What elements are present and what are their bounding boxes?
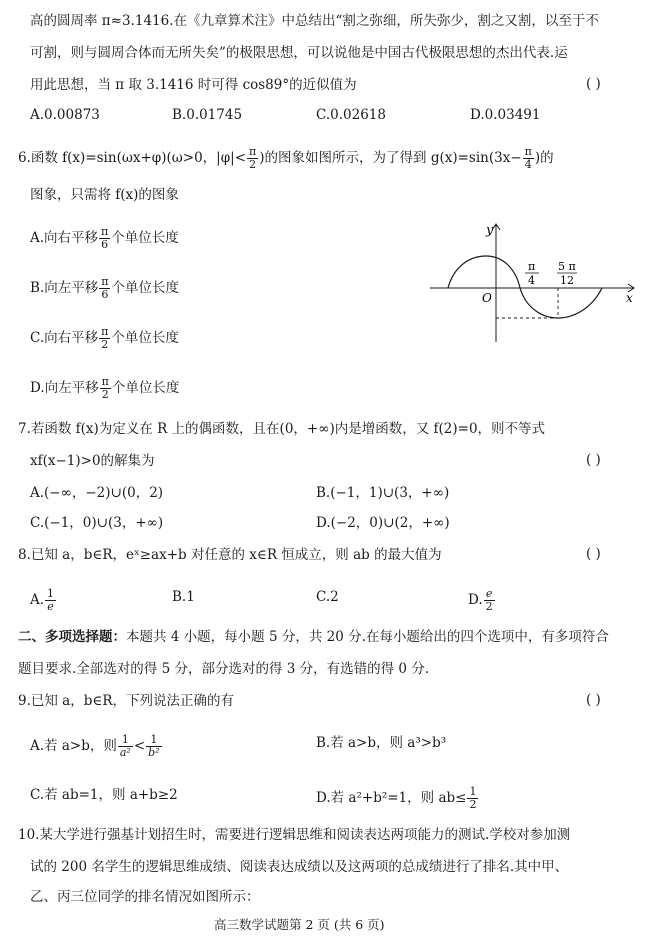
frac-num: 1 xyxy=(469,785,477,798)
frac-num: 1 xyxy=(146,734,161,747)
q9-option-b: B.若 a>b，则 a³>b³ xyxy=(316,735,447,751)
q10-line-2: 试的 200 名学生的逻辑思维成绩、阅读表达成绩以及这两项的总成绩进行了排名.其中甲、 xyxy=(30,859,569,875)
option-label: A.向右平移 xyxy=(30,230,99,246)
frac-den: 6 xyxy=(101,288,109,301)
q7-line-1: 7.若函数 f(x)为定义在 R 上的偶函数，且在(0，+∞)内是增函数，又 f(2)=0，则不等式 xyxy=(18,421,546,437)
q7-option-d: D.(−2，0)∪(2，+∞) xyxy=(316,515,450,531)
frac-1-b2 xyxy=(146,734,161,759)
q7-option-b: B.(−1，1)∪(3，+∞) xyxy=(316,485,450,501)
frac-den: 2 xyxy=(249,158,257,171)
section2-text-1: 本题共 4 小题，每小题 5 分，共 20 分.在每小题给出的四个选项中，有多项符合 xyxy=(126,629,609,645)
q6-text-b: )的图象如图所示，为了得到 g(x)=sin(3x− xyxy=(259,150,522,166)
frac-num: 1 xyxy=(118,734,133,747)
frac-num: π xyxy=(249,145,257,158)
tick-5pi12-num: 5 π xyxy=(558,260,576,273)
q6-option-b xyxy=(30,276,179,301)
q9-line-1: 9.已知 a，b∈R，下列说法正确的有 xyxy=(18,693,235,709)
frac-1-e xyxy=(45,588,56,613)
frac-den: 2 xyxy=(101,388,109,401)
frac-den: 2 xyxy=(485,600,493,613)
less-than-sign: < xyxy=(133,738,146,754)
frac-e-2 xyxy=(484,588,495,613)
frac-den: e xyxy=(47,600,54,613)
q9-answer-paren: ( ) xyxy=(586,692,601,708)
tick-pi4-den: 4 xyxy=(528,274,535,287)
frac-den: 2 xyxy=(469,798,477,811)
q10-line-3: 乙、丙三位同学的排名情况如图所示： xyxy=(30,889,260,905)
q7-option-c: C.(−1，0)∪(3，+∞) xyxy=(30,515,164,531)
x-label: x xyxy=(626,291,633,305)
option-label: A. xyxy=(30,592,45,608)
q5-option-c: C.0.02618 xyxy=(316,107,386,123)
frac-1-a2 xyxy=(118,734,133,759)
q7-option-a: A.(−∞，−2)∪(0，2) xyxy=(30,485,164,501)
q6-frac-pi-4 xyxy=(523,146,534,171)
frac-num: π xyxy=(101,275,109,288)
frac-num: π xyxy=(101,375,109,388)
q6-text-a: 6.函数 f(x)=sin(ωx+φ)(ω>0，|φ|< xyxy=(18,150,247,166)
option-unit: 个单位长度 xyxy=(111,230,179,246)
frac-pi-2 xyxy=(100,376,111,401)
q7-line-2: xf(x−1)>0的解集为 xyxy=(30,453,155,469)
section2-header xyxy=(18,628,609,646)
frac-den: 6 xyxy=(101,238,109,251)
q6-option-d xyxy=(30,376,179,401)
option-unit: 个单位长度 xyxy=(111,280,179,296)
sine-curve xyxy=(448,256,602,318)
frac-num: π xyxy=(101,325,109,338)
q8-option-b: B.1 xyxy=(172,589,195,605)
frac-pi-2 xyxy=(99,326,110,351)
q6-line-2: 图象，只需将 f(x)的图象 xyxy=(30,187,179,203)
q8-line-1: 8.已知 a，b∈R，eˣ≥ax+b 对任意的 x∈R 恒成立，则 ab 的最大值为 xyxy=(18,547,442,563)
q5-answer-paren: ( ) xyxy=(586,76,601,92)
option-unit: 个单位长度 xyxy=(111,380,180,396)
q5-option-b: B.0.01745 xyxy=(172,107,243,123)
option-unit: 个单位长度 xyxy=(111,330,179,346)
q8-option-d xyxy=(468,588,496,613)
option-label: C.向右平移 xyxy=(30,330,99,346)
q9-option-d xyxy=(316,786,479,811)
frac-den: a² xyxy=(119,746,131,759)
option-label: A.若 a>b，则 xyxy=(30,738,117,754)
frac-den: 4 xyxy=(524,158,532,171)
intro-line-3: 用此思想，当 π 取 3.1416 时可得 cos89°的近似值为 xyxy=(30,77,357,93)
q7-answer-paren: ( ) xyxy=(586,452,601,468)
frac-1-2 xyxy=(467,786,478,811)
q6-text-c: )的 xyxy=(534,150,554,166)
tick-pi4-num: π xyxy=(528,260,536,273)
frac-num: e xyxy=(484,588,495,601)
q8-option-a xyxy=(30,588,57,613)
q6-sine-graph xyxy=(420,218,640,344)
q8-option-c: C.2 xyxy=(316,589,339,605)
q6-frac-pi-2 xyxy=(247,146,258,171)
section2-title: 二、多项选择题： xyxy=(18,629,126,645)
q9-option-c: C.若 ab=1，则 a+b≥2 xyxy=(30,787,178,803)
y-label: y xyxy=(486,223,494,238)
frac-den: 2 xyxy=(101,338,109,351)
frac-num: 1 xyxy=(47,587,55,600)
frac-num: π xyxy=(524,145,532,158)
page-footer: 高三数学试题第 2 页 (共 6 页) xyxy=(214,917,385,932)
option-label: D.向左平移 xyxy=(30,380,99,396)
q6-line-1 xyxy=(18,146,554,171)
option-label: B.向左平移 xyxy=(30,280,99,296)
q5-option-d: D.0.03491 xyxy=(470,107,541,123)
option-label: D. xyxy=(468,592,483,608)
option-label: D.若 a²+b²=1，则 ab≤ xyxy=(316,790,467,806)
intro-line-1: 高的圆周率 π≈3.1416.在《九章算术注》中总结出“割之弥细，所失弥少，割之又割，以至于不 xyxy=(30,13,599,29)
section2-text-2: 题目要求.全部选对的得 5 分，部分选对的得 3 分，有选错的得 0 分. xyxy=(18,661,430,677)
frac-pi-6 xyxy=(99,226,110,251)
q9-option-a xyxy=(30,734,163,759)
frac-pi-6 xyxy=(99,276,110,301)
q5-option-a: A.0.00873 xyxy=(30,107,100,123)
intro-line-2: 可割，则与圆周合体而无所失矣”的极限思想，可以说他是中国古代极限思想的杰出代表.运 xyxy=(30,45,568,61)
q8-answer-paren: ( ) xyxy=(586,546,601,562)
q6-option-c xyxy=(30,326,179,351)
q10-line-1: 10.某大学进行强基计划招生时，需要进行逻辑思维和阅读表达两项能力的测试.学校对参加测 xyxy=(18,827,571,843)
q6-option-a xyxy=(30,226,179,251)
tick-5pi12-den: 12 xyxy=(560,274,574,287)
frac-num: π xyxy=(101,225,109,238)
origin-label: O xyxy=(482,291,492,305)
frac-den: b² xyxy=(148,746,160,759)
